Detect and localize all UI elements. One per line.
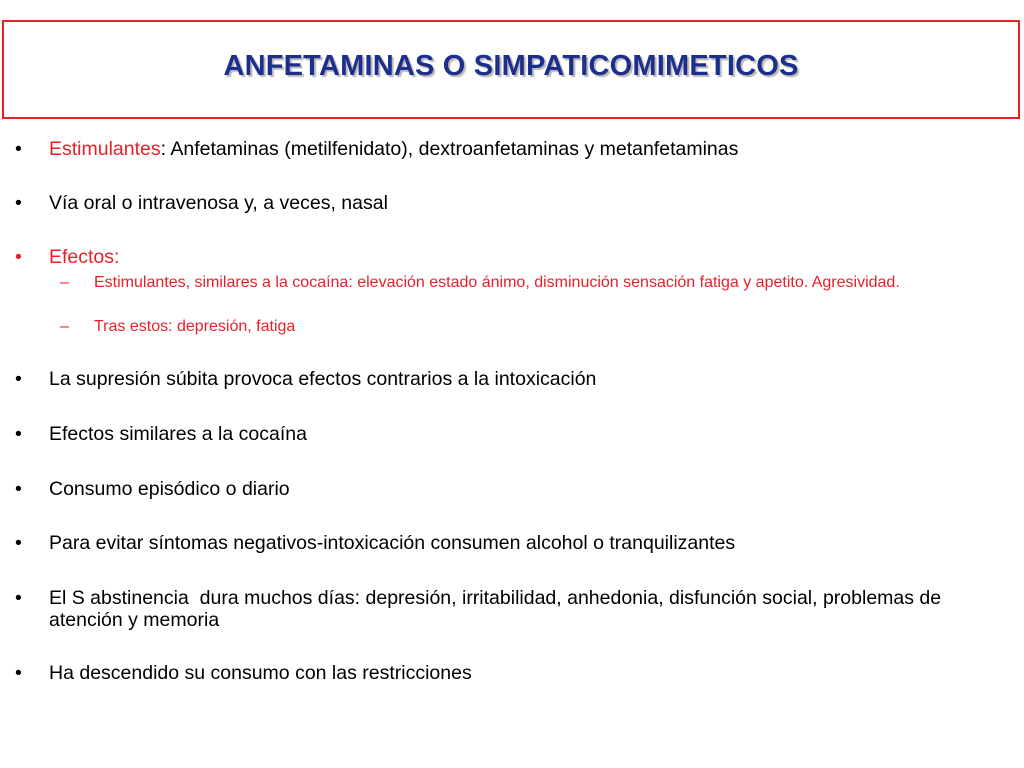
bullet-keyword: Estimulantes	[49, 138, 161, 160]
sub-item-estimulantes	[60, 273, 994, 292]
bullet-item-supresion	[12, 368, 979, 390]
bullet-item-evitar	[12, 532, 979, 554]
bullet-text: Efectos similares a la cocaína	[49, 423, 307, 445]
bullet-text	[49, 138, 979, 160]
bullet-text: El S abstinencia dura muchos días: depresión, irritabilidad, anhedonia, disfunción social, problemas de atención y memoria	[49, 587, 947, 631]
bullet-icon: •	[15, 478, 22, 500]
bullet-text: Vía oral o intravenosa y, a veces, nasal	[49, 192, 388, 214]
bullet-icon: •	[15, 138, 22, 160]
bullet-item-estimulantes	[12, 138, 979, 160]
bullet-icon: •	[15, 587, 22, 609]
bullet-icon: •	[15, 368, 22, 390]
bullet-icon: •	[15, 246, 22, 268]
bullet-item-efectos	[12, 246, 979, 268]
bullet-text: La supresión súbita provoca efectos contrarios a la intoxicación	[49, 368, 597, 390]
dash-icon: –	[60, 274, 69, 291]
sub-item-tras-estos	[60, 317, 994, 336]
bullet-item-similares	[12, 423, 979, 445]
bullet-item-consumo	[12, 478, 979, 500]
bullet-icon: •	[15, 662, 22, 684]
bullet-icon: •	[15, 423, 22, 445]
bullet-text: Para evitar síntomas negativos-intoxicación consumen alcohol o tranquilizantes	[49, 532, 736, 554]
sub-item-text: Tras estos: depresión, fatiga	[94, 318, 296, 335]
bullet-icon: •	[15, 192, 22, 214]
bullet-item-via	[12, 192, 979, 214]
bullet-item-abstinencia	[12, 587, 979, 631]
bullet-body: : Anfetaminas (metilfenidato), dextroanfetaminas y metanfetaminas	[160, 138, 739, 160]
bullet-item-descendido	[12, 662, 979, 684]
slide-title: ANFETAMINAS O SIMPATICOMIMETICOS	[223, 50, 799, 82]
bullet-icon: •	[15, 532, 22, 554]
bullet-text: Ha descendido su consumo con las restricciones	[49, 662, 472, 684]
dash-icon: –	[60, 318, 69, 335]
bullet-text: Consumo episódico o diario	[49, 478, 290, 500]
sub-item-text: Estimulantes, similares a la cocaína: elevación estado ánimo, disminución sensación fatiga y apetito. Agresividad.	[94, 274, 900, 291]
bullet-text: Efectos:	[49, 246, 120, 268]
